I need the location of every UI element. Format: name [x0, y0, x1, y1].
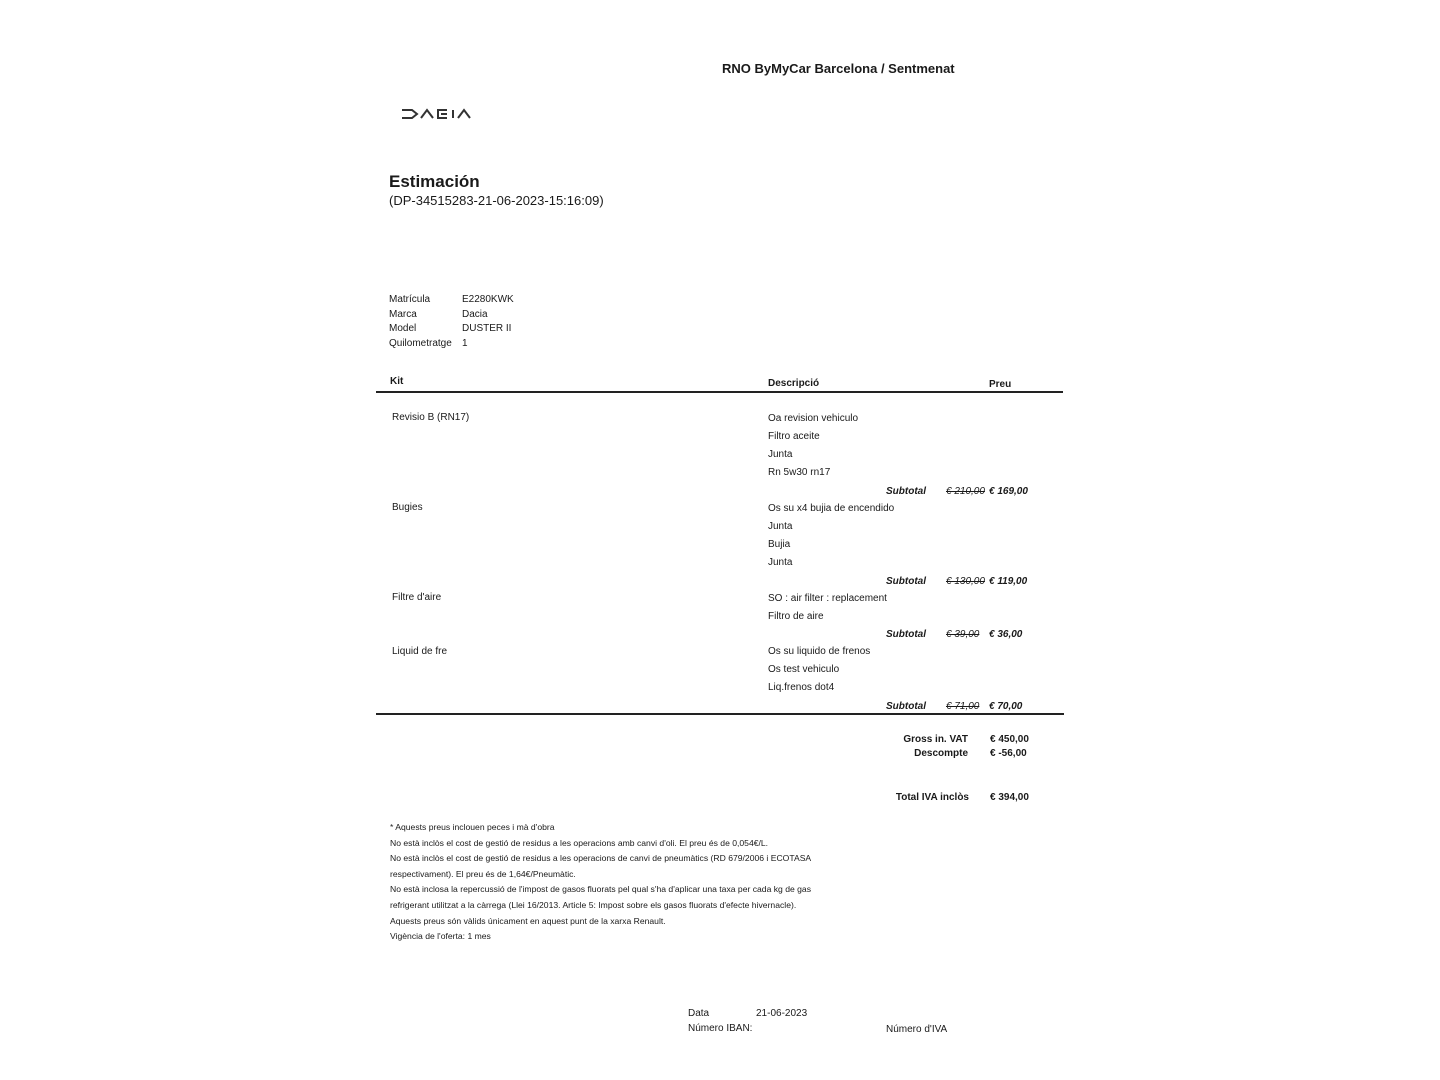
total-label: Total IVA inclòs: [895, 792, 969, 803]
subtotal-label: Subtotal: [886, 629, 926, 640]
kit-item: Bujia: [768, 539, 791, 550]
column-header-price: Preu: [989, 379, 1012, 390]
dealer-name: RNO ByMyCar Barcelona / Sentmenat: [722, 61, 955, 76]
discount-label: Descompte: [914, 748, 968, 759]
document-title: Estimación: [389, 172, 480, 191]
vehicle-label: Matrícula: [389, 294, 431, 305]
note-line: * Aquests preus inclouen peces i mà d'obra: [390, 822, 555, 832]
kit-item: Liq.frenos dot4: [768, 682, 835, 693]
note-line: No està inclòs el cost de gestió de residus a les operacions amb canvi d'oli. El preu és de 0,054€/L.: [390, 837, 769, 848]
kit-item: Os su liquido de frenos: [768, 646, 871, 657]
date-label: Data: [688, 1008, 710, 1019]
subtotal-label: Subtotal: [886, 486, 926, 497]
kit-item: Filtro aceite: [768, 431, 820, 442]
column-header-kit: Kit: [390, 376, 404, 387]
vehicle-row-brand: [389, 308, 514, 323]
subtotal-price: € 70,00: [989, 701, 1023, 712]
kit-item: Junta: [768, 449, 793, 460]
note-line: No està inclosa la repercussió de l'impost de gasos fluorats pel qual s'ha d'aplicar una taxa per cada kg de gas: [390, 884, 812, 895]
table-bottom-divider: [376, 713, 1064, 715]
kit-item: SO : air filter : replacement: [768, 593, 887, 604]
total-value: € 394,00: [990, 792, 1029, 803]
subtotal-old-price: € 39,00: [946, 629, 980, 640]
vehicle-row-mileage: [389, 337, 514, 352]
kit-item: Junta: [768, 521, 793, 532]
gross-value: € 450,00: [990, 734, 1029, 745]
terms-notes: [390, 820, 850, 945]
kit-item: Filtro de aire: [768, 611, 824, 622]
vehicle-info: [389, 293, 514, 351]
dacia-logo-icon: [400, 105, 484, 123]
kit-item: Junta: [768, 557, 793, 568]
subtotal-old-price: € 130,00: [946, 576, 985, 587]
subtotal-old-price: € 210,00: [946, 486, 985, 497]
kit-item: Os test vehiculo: [768, 664, 840, 675]
header-divider: [376, 391, 1063, 393]
kit-name: Filtre d'aire: [392, 592, 442, 603]
kit-item: Oa revision vehiculo: [768, 413, 859, 424]
subtotal-label: Subtotal: [886, 576, 926, 587]
vehicle-value: Dacia: [462, 308, 488, 320]
column-header-description: Descripció: [768, 378, 820, 389]
vehicle-label: Marca: [389, 308, 417, 320]
vehicle-label: Model: [389, 323, 417, 335]
vehicle-row-plate: [389, 293, 514, 308]
note-line: refrigerant utilitzat a la càrrega (Llei 16/2013. Article 5: Impost sobre els gasos fluorats d'efecte hivernacle).: [390, 899, 797, 910]
vehicle-value: 1: [462, 337, 468, 349]
kit-name: Liquid de fre: [392, 646, 448, 657]
note-line: Vigència de l'oferta: 1 mes: [390, 931, 491, 942]
subtotal-old-price: € 71,00: [946, 701, 980, 712]
subtotal-price: € 36,00: [989, 629, 1023, 640]
note-line: No està inclòs el cost de gestió de residus a les operacions de canvi de pneumàtics (RD 679/2006 i ECOTASA: [390, 853, 812, 864]
discount-value: € -56,00: [990, 748, 1027, 759]
vehicle-row-model: [389, 322, 514, 337]
kit-item: Os su x4 bujia de encendido: [768, 503, 895, 514]
kit-item: Rn 5w30 rn17: [768, 467, 831, 478]
document-reference: (DP-34515283-21-06-2023-15:16:09): [389, 193, 604, 208]
vehicle-value: DUSTER II: [462, 323, 512, 335]
subtotal-label: Subtotal: [886, 701, 926, 712]
gross-label: Gross in. VAT: [903, 734, 968, 745]
subtotal-price: € 169,00: [989, 486, 1028, 497]
note-line: respectivament). El preu és de 1,64€/Pneumàtic.: [390, 868, 576, 879]
date-value: 21-06-2023: [756, 1008, 808, 1019]
subtotal-price: € 119,00: [989, 576, 1028, 587]
iban-label: Número IBAN:: [688, 1023, 753, 1034]
kit-name: Bugies: [392, 502, 423, 513]
vehicle-label: Quilometratge: [389, 337, 452, 349]
vehicle-value: E2280KWK: [462, 294, 514, 305]
vat-number-label: Número d'IVA: [886, 1024, 948, 1035]
note-line: Aquests preus són vàlids únicament en aquest punt de la xarxa Renault.: [390, 915, 666, 926]
kit-name: Revisio B (RN17): [392, 412, 470, 423]
